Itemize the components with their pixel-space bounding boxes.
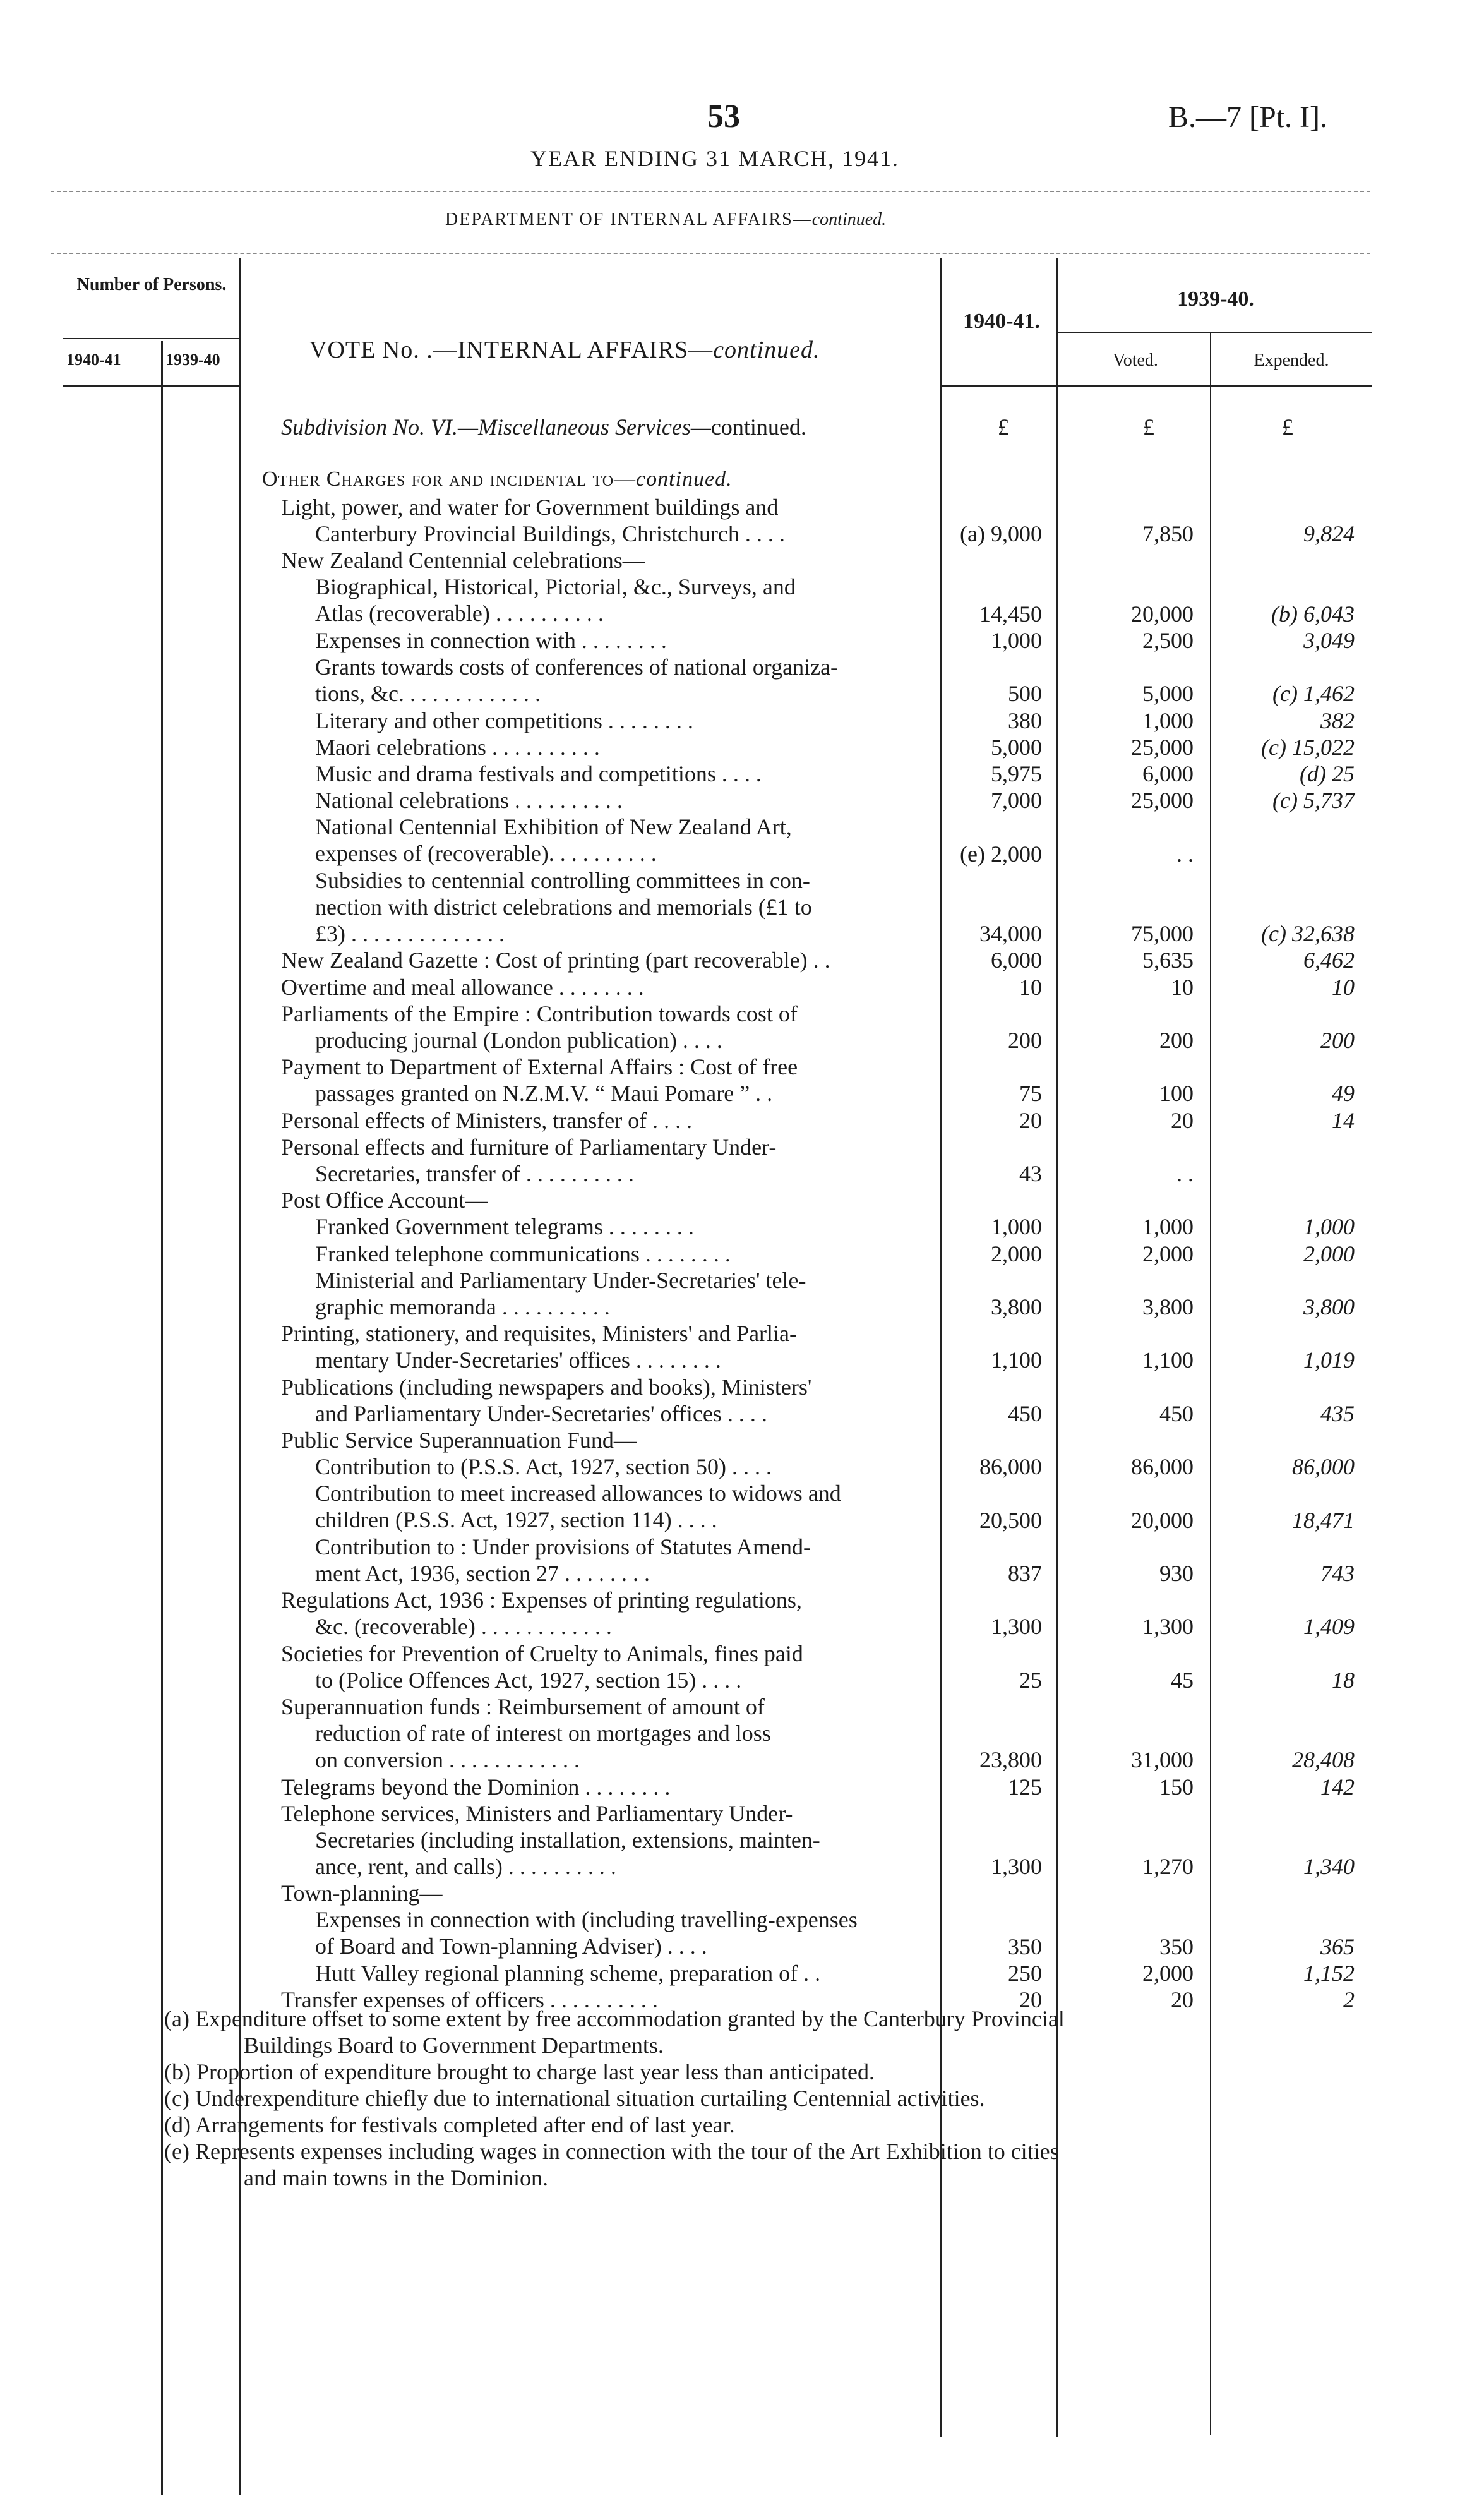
year-title: YEAR ENDING 31 MARCH, 1941. — [530, 146, 899, 171]
amount-voted: 1,300 — [1142, 1614, 1194, 1640]
row-description-line: Literary and other competitions . . . . . . . . — [281, 707, 693, 733]
table-row — [281, 494, 919, 547]
amount-1940-41: 125 — [1008, 1774, 1042, 1800]
table-row — [281, 1534, 919, 1587]
table-row — [281, 1693, 919, 1773]
amount-voted: 20 — [1171, 1987, 1194, 2013]
amount-expended: (c) 32,638 — [1261, 921, 1355, 947]
row-description-line: on conversion . . . . . . . . . . . . — [281, 1747, 580, 1772]
row-description-line: Subsidies to centennial controlling committees in con- — [281, 867, 810, 893]
row-description-line: Franked telephone communications . . . . . . . . — [281, 1241, 731, 1266]
amount-1940-41: 20,500 — [979, 1507, 1042, 1533]
table-row — [281, 761, 919, 787]
year-1940-41-heading: 1940-41. — [963, 310, 1040, 333]
row-description-line: and Parliamentary Under-Secretaries' offices . . . . — [281, 1400, 767, 1426]
amount-expended: 6,462 — [1303, 947, 1355, 973]
amount-expended: 49 — [1332, 1081, 1355, 1107]
amount-expended: 743 — [1320, 1561, 1355, 1586]
amount-1940-41: 7,000 — [991, 788, 1042, 814]
table-row — [281, 974, 919, 1001]
amount-expended: 3,800 — [1303, 1294, 1355, 1320]
row-description-line: Franked Government telegrams . . . . . . . . — [281, 1214, 694, 1240]
amount-1940-41: 1,300 — [991, 1854, 1042, 1880]
amount-header-rule — [940, 385, 1372, 387]
table-row — [281, 1880, 919, 1959]
amount-expended: 142 — [1320, 1774, 1355, 1800]
amount-1940-41: 75 — [1019, 1081, 1042, 1107]
amount-expended: (c) 5,737 — [1272, 788, 1355, 814]
amount-voted: 1,270 — [1142, 1854, 1194, 1880]
row-description-line: tions, &c. . . . . . . . . . . . . — [281, 681, 541, 707]
amount-column-divider-2 — [1056, 258, 1058, 2437]
amount-1940-41: 10 — [1019, 974, 1042, 1000]
department-title: DEPARTMENT OF INTERNAL AFFAIRS—continued. — [445, 210, 887, 229]
row-description-line: mentary Under-Secretaries' offices . . . . . . . . — [281, 1347, 721, 1373]
row-description-line: Music and drama festivals and competitions . . . . — [281, 761, 762, 786]
amount-voted: 2,000 — [1142, 1241, 1194, 1266]
amount-expended: 10 — [1332, 974, 1355, 1000]
amount-column-divider-3 — [1210, 332, 1211, 2435]
row-description-line: of Board and Town-planning Adviser) . . . . — [281, 1933, 707, 1959]
amount-1940-41: 3,800 — [991, 1294, 1042, 1320]
amount-expended: (c) 15,022 — [1261, 734, 1355, 760]
amount-1940-41: 837 — [1008, 1561, 1042, 1586]
row-description-line: Ministerial and Parliamentary Under-Secretaries' tele- — [281, 1267, 806, 1293]
amount-1940-41: 20 — [1019, 1107, 1042, 1133]
row-description-line: reduction of rate of interest on mortgages and loss — [281, 1721, 771, 1746]
table-row — [281, 1054, 919, 1107]
table-row — [281, 1587, 919, 1640]
amount-1940-41: (a) 9,000 — [960, 521, 1042, 547]
amount-voted: 25,000 — [1131, 734, 1194, 760]
amount-expended: 1,152 — [1303, 1961, 1355, 1986]
row-description-line: National celebrations . . . . . . . . . . — [281, 788, 623, 814]
voted-heading: Voted. — [1113, 351, 1158, 370]
table-row — [281, 1134, 919, 1187]
amount-expended: (b) 6,043 — [1271, 601, 1355, 627]
table-row — [281, 654, 919, 707]
row-description-line: Contribution to meet increased allowances to widows and — [281, 1481, 841, 1506]
amount-voted: 10 — [1171, 974, 1194, 1000]
amount-1940-41: 25 — [1019, 1667, 1042, 1693]
amount-expended: 1,019 — [1303, 1347, 1355, 1373]
table-row — [281, 1374, 919, 1427]
row-description-line: Printing, stationery, and requisites, Ministers' and Parlia- — [281, 1321, 798, 1347]
row-description-line: Contribution to : Under provisions of Statutes Amend- — [281, 1534, 811, 1560]
amount-voted: 150 — [1159, 1774, 1194, 1800]
amount-1940-41: 5,000 — [991, 734, 1042, 760]
row-description-line: Expenses in connection with (including travelling-expenses — [281, 1907, 858, 1933]
row-description-line: New Zealand Gazette : Cost of printing (part recoverable) . . — [281, 947, 830, 973]
amount-1940-41: 1,100 — [991, 1347, 1042, 1373]
table-row — [281, 1774, 919, 1800]
table-row — [281, 1640, 919, 1693]
row-description-line: Expenses in connection with . . . . . . . . — [281, 628, 667, 653]
row-description-line: producing journal (London publication) . . . . — [281, 1027, 722, 1053]
amount-expended: 3,049 — [1303, 628, 1355, 653]
row-description-line: Overtime and meal allowance . . . . . . . . — [281, 974, 644, 1000]
amount-expended: (d) 25 — [1300, 761, 1355, 786]
amount-1940-41: 14,450 — [979, 601, 1042, 627]
amount-1940-41: 450 — [1008, 1400, 1042, 1426]
vote-title: VOTE No. .—INTERNAL AFFAIRS—continued. — [309, 337, 820, 363]
table-row — [281, 1800, 919, 1880]
document-reference: B.—7 [Pt. I]. — [1168, 100, 1327, 134]
amount-voted: 2,500 — [1142, 628, 1194, 653]
table-row — [281, 627, 919, 654]
amount-1940-41: 1,300 — [991, 1614, 1042, 1640]
table-row — [281, 1267, 919, 1320]
row-description-line: ance, rent, and calls) . . . . . . . . . . — [281, 1853, 616, 1879]
footnote-line: (d) Arrangements for festivals completed after end of last year. — [164, 2112, 735, 2137]
row-description-line: Post Office Account— — [281, 1187, 488, 1213]
amount-1940-41: 500 — [1008, 681, 1042, 707]
amount-1940-41: 6,000 — [991, 947, 1042, 973]
row-description-line: Canterbury Provincial Buildings, Christchurch . . . . — [281, 521, 785, 546]
amount-expended: 86,000 — [1292, 1454, 1355, 1480]
row-description-line: Hutt Valley regional planning scheme, preparation of . . — [281, 1961, 821, 1986]
amount-voted: 930 — [1159, 1561, 1194, 1586]
row-description-line: Telegrams beyond the Dominion . . . . . . . . — [281, 1774, 671, 1800]
row-description-line: expenses of (recoverable). . . . . . . . . . — [281, 841, 657, 867]
row-description-line: Public Service Superannuation Fund— — [281, 1428, 637, 1453]
amount-voted: 450 — [1159, 1400, 1194, 1426]
footnote-line: (c) Underexpenditure chiefly due to international situation curtailing Centennial activities. — [164, 2086, 985, 2111]
row-description-line: Grants towards costs of conferences of national organiza- — [281, 654, 839, 680]
row-description-line: &c. (recoverable) . . . . . . . . . . . . — [281, 1614, 612, 1640]
amount-voted: 20,000 — [1131, 1507, 1194, 1533]
amount-1940-41: 43 — [1019, 1161, 1042, 1186]
amount-expended: 435 — [1320, 1400, 1355, 1426]
year-1939-40-rule — [1056, 332, 1372, 333]
footnote-line: and main towns in the Dominion. — [164, 2165, 548, 2191]
amount-expended: 9,824 — [1303, 521, 1355, 547]
table-row — [281, 1001, 919, 1054]
amount-1940-41: 20 — [1019, 1987, 1042, 2013]
amount-1940-41: 250 — [1008, 1961, 1042, 1986]
row-description-line: Secretaries, transfer of . . . . . . . . . . — [281, 1160, 634, 1186]
amount-expended: 1,340 — [1303, 1854, 1355, 1880]
amount-expended: 18 — [1332, 1667, 1355, 1693]
amount-expended: 18,471 — [1292, 1507, 1355, 1533]
row-description-line: ment Act, 1936, section 27 . . . . . . . . — [281, 1560, 650, 1586]
persons-subcolumn-divider — [161, 341, 163, 2495]
currency-1940-41: £ — [998, 414, 1009, 440]
table-row — [281, 947, 919, 973]
table-row — [281, 734, 919, 761]
amount-voted: 20 — [1171, 1107, 1194, 1133]
row-description-line: New Zealand Centennial celebrations— — [281, 548, 645, 574]
amount-1940-41: 1,000 — [991, 628, 1042, 653]
amount-expended: 14 — [1332, 1107, 1355, 1133]
table-row — [281, 707, 919, 734]
amount-expended: 365 — [1320, 1933, 1355, 1959]
table-row — [281, 1320, 919, 1373]
subdivision-title: Subdivision No. VI.—Miscellaneous Services—continued. — [281, 414, 806, 440]
amount-voted: 20,000 — [1131, 601, 1194, 627]
amount-1940-41: 5,975 — [991, 761, 1042, 786]
page-number: 53 — [707, 99, 740, 135]
row-description-line: Light, power, and water for Government buildings and — [281, 495, 779, 520]
row-description-line: passages granted on N.Z.M.V. “ Maui Pomare ” . . — [281, 1081, 773, 1107]
amount-voted: 1,000 — [1142, 707, 1194, 733]
amount-voted: . . — [1176, 841, 1194, 867]
number-of-persons-heading: Number of Persons. — [76, 275, 227, 294]
row-description-line: to (Police Offences Act, 1927, section 15) . . . . — [281, 1667, 742, 1693]
persons-subheading-rule — [63, 385, 240, 387]
table-row — [281, 1427, 919, 1480]
table-row — [281, 1241, 919, 1267]
amount-voted: 86,000 — [1131, 1454, 1194, 1480]
amount-1940-41: 200 — [1008, 1028, 1042, 1053]
row-description-line: Telephone services, Ministers and Parliamentary Under- — [281, 1800, 793, 1826]
amount-voted: . . — [1176, 1161, 1194, 1186]
persons-1940-41-heading: 1940-41 — [66, 351, 121, 369]
amount-expended: 2,000 — [1303, 1241, 1355, 1266]
table-row — [281, 814, 919, 867]
amount-voted: 5,635 — [1142, 947, 1194, 973]
footnote-line: (a) Expenditure offset to some extent by free accommodation granted by the Canterbury Provincial — [164, 2006, 1065, 2031]
row-description-line: Transfer expenses of officers . . . . . . . . . . — [281, 1987, 658, 2013]
amount-voted: 200 — [1159, 1028, 1194, 1053]
amount-voted: 45 — [1171, 1667, 1194, 1693]
amount-voted: 350 — [1159, 1933, 1194, 1959]
row-description-line: Regulations Act, 1936 : Expenses of printing regulations, — [281, 1587, 802, 1613]
table-row — [281, 867, 919, 947]
footnote-line: Buildings Board to Government Departments. — [164, 2033, 664, 2058]
table-row — [281, 547, 919, 627]
row-description-line: Town-planning— — [281, 1880, 443, 1906]
row-description-line: Contribution to (P.S.S. Act, 1927, section 50) . . . . — [281, 1454, 772, 1479]
row-description-line: Publications (including newspapers and books), Ministers' — [281, 1374, 812, 1400]
amount-1940-41: 1,000 — [991, 1214, 1042, 1240]
row-description-line: National Centennial Exhibition of New Zealand Art, — [281, 814, 792, 840]
persons-1939-40-heading: 1939-40 — [165, 351, 220, 369]
amount-1940-41: 2,000 — [991, 1241, 1042, 1266]
row-description-line: graphic memoranda . . . . . . . . . . — [281, 1294, 610, 1320]
amount-1940-41: 23,800 — [979, 1747, 1042, 1773]
amount-expended: 28,408 — [1292, 1747, 1355, 1773]
row-description-line: Personal effects of Ministers, transfer of . . . . — [281, 1107, 693, 1133]
amount-1940-41: 86,000 — [979, 1454, 1042, 1480]
row-description-line: Biographical, Historical, Pictorial, &c., Surveys, and — [281, 574, 796, 600]
amount-expended: 1,409 — [1303, 1614, 1355, 1640]
persons-column-divider — [239, 258, 241, 387]
row-description-line: Atlas (recoverable) . . . . . . . . . . — [281, 601, 604, 627]
amount-voted: 2,000 — [1142, 1961, 1194, 1986]
row-description-line: Personal effects and furniture of Parliamentary Under- — [281, 1134, 777, 1160]
amount-voted: 100 — [1159, 1081, 1194, 1107]
row-description-line: nection with district celebrations and memorials (£1 to — [281, 894, 812, 920]
table-row — [281, 787, 919, 814]
persons-heading-rule — [63, 338, 240, 339]
table-row — [281, 1187, 919, 1240]
header-rule — [51, 191, 1370, 192]
expended-heading: Expended. — [1254, 351, 1329, 370]
table-row — [281, 1480, 919, 1533]
amount-voted: 3,800 — [1142, 1294, 1194, 1320]
row-description-line: Secretaries (including installation, extensions, mainten- — [281, 1827, 820, 1853]
table-row — [281, 1960, 919, 1987]
currency-voted: £ — [1143, 414, 1154, 440]
amount-voted: 75,000 — [1131, 921, 1194, 947]
amount-1940-41: 34,000 — [979, 921, 1042, 947]
department-rule — [51, 253, 1370, 254]
amount-expended: 382 — [1320, 707, 1355, 733]
amount-expended: 1,000 — [1303, 1214, 1355, 1240]
amount-voted: 1,100 — [1142, 1347, 1194, 1373]
amount-expended: 2 — [1343, 1987, 1355, 2013]
currency-expended: £ — [1282, 414, 1293, 440]
row-description-line: £3) . . . . . . . . . . . . . . — [281, 920, 505, 946]
amount-1940-41: 380 — [1008, 707, 1042, 733]
row-description-line: Payment to Department of External Affairs : Cost of free — [281, 1054, 798, 1080]
amount-voted: 7,850 — [1142, 521, 1194, 547]
table-row — [281, 1107, 919, 1134]
footnote-line: (b) Proportion of expenditure brought to charge last year less than anticipated. — [164, 2059, 875, 2084]
amount-1940-41: (e) 2,000 — [960, 841, 1042, 867]
footnote-line: (e) Represents expenses including wages in connection with the tour of the Art Exhibition to cities — [164, 2139, 1059, 2164]
amount-voted: 6,000 — [1142, 761, 1194, 786]
year-1939-40-heading: 1939-40. — [1177, 287, 1254, 311]
amount-expended: (c) 1,462 — [1272, 681, 1355, 707]
amount-voted: 25,000 — [1131, 788, 1194, 814]
row-description-line: Societies for Prevention of Cruelty to Animals, fines paid — [281, 1640, 803, 1666]
amount-1940-41: 350 — [1008, 1933, 1042, 1959]
row-description-line: Parliaments of the Empire : Contribution towards cost of — [281, 1001, 798, 1026]
row-description-line: Superannuation funds : Reimbursement of amount of — [281, 1694, 765, 1719]
amount-voted: 1,000 — [1142, 1214, 1194, 1240]
amount-expended: 200 — [1320, 1028, 1355, 1053]
row-description-line: Maori celebrations . . . . . . . . . . — [281, 734, 600, 760]
amount-voted: 31,000 — [1131, 1747, 1194, 1773]
section-heading: Other Charges for and incidental to—continued. — [262, 467, 733, 491]
row-description-line: children (P.S.S. Act, 1927, section 114) . . . . — [281, 1507, 717, 1533]
amount-voted: 5,000 — [1142, 681, 1194, 707]
